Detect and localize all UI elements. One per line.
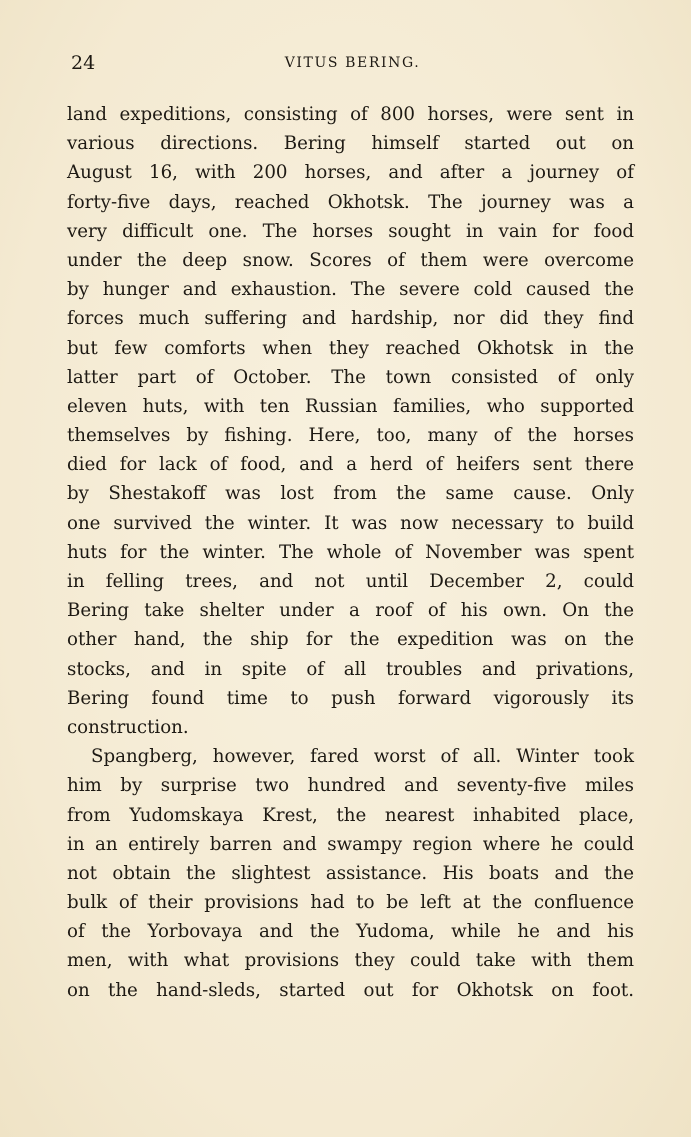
text-line: from Yudomskaya Krest, the nearest inhabited place, bbox=[67, 804, 634, 826]
text-line: in an entirely barren and swampy region where he could bbox=[67, 833, 634, 855]
text-line: various directions. Bering himself started out on bbox=[67, 133, 634, 155]
text-line: one survived the winter. It was now necessary to build bbox=[67, 512, 634, 534]
page-header bbox=[71, 50, 634, 80]
text-line: by hunger and exhaustion. The severe cold caused the bbox=[67, 279, 634, 301]
text-line: construction. bbox=[67, 716, 189, 738]
text-line: not obtain the slightest assistance. His boats and the bbox=[67, 862, 634, 884]
text-line: latter part of October. The town consisted of only bbox=[67, 366, 634, 388]
text-line: forces much suffering and hardship, nor did they find bbox=[67, 308, 634, 330]
text-line: men, with what provisions they could take with them bbox=[67, 950, 634, 972]
body-text bbox=[67, 100, 634, 1005]
text-line: eleven huts, with ten Russian families, who supported bbox=[67, 395, 634, 417]
text-line: Bering found time to push forward vigorously its bbox=[67, 687, 634, 709]
text-line: August 16, with 200 horses, and after a journey of bbox=[67, 162, 634, 184]
text-line: land expeditions, consisting of 800 horses, were sent in bbox=[67, 104, 634, 125]
text-line: by Shestakoff was lost from the same cause. Only bbox=[67, 483, 634, 505]
text-line: themselves by fishing. Here, too, many of the horses bbox=[67, 425, 634, 447]
paragraph-1 bbox=[67, 100, 634, 742]
text-line: other hand, the ship for the expedition was on the bbox=[67, 629, 634, 651]
text-line: under the deep snow. Scores of them were overcome bbox=[67, 249, 634, 271]
text-line: Bering take shelter under a roof of his own. On the bbox=[67, 600, 634, 622]
text-line: forty-five days, reached Okhotsk. The journey was a bbox=[67, 191, 634, 213]
text-line: bulk of their provisions had to be left at the confluence bbox=[67, 892, 634, 914]
running-head: VITUS BERING. bbox=[284, 55, 421, 71]
text-line: but few comforts when they reached Okhotsk in the bbox=[67, 337, 634, 359]
paragraph-2 bbox=[67, 742, 634, 1005]
text-line: him by surprise two hundred and seventy-five miles bbox=[67, 775, 634, 797]
text-line: stocks, and in spite of all troubles and privations, bbox=[67, 658, 634, 680]
text-line: of the Yorbovaya and the Yudoma, while he and his bbox=[67, 921, 634, 943]
text-line: huts for the winter. The whole of November was spent bbox=[67, 541, 634, 563]
text-line: died for lack of food, and a herd of heifers sent there bbox=[67, 454, 634, 476]
text-line: in felling trees, and not until December 2, could bbox=[67, 571, 634, 592]
text-line: very difficult one. The horses sought in vain for food bbox=[67, 220, 634, 242]
text-line: Spangberg, however, fared worst of all. Winter took bbox=[91, 746, 634, 768]
text-line: on the hand-sleds, started out for Okhotsk on foot. bbox=[67, 979, 634, 1001]
page-number: 24 bbox=[71, 52, 96, 74]
